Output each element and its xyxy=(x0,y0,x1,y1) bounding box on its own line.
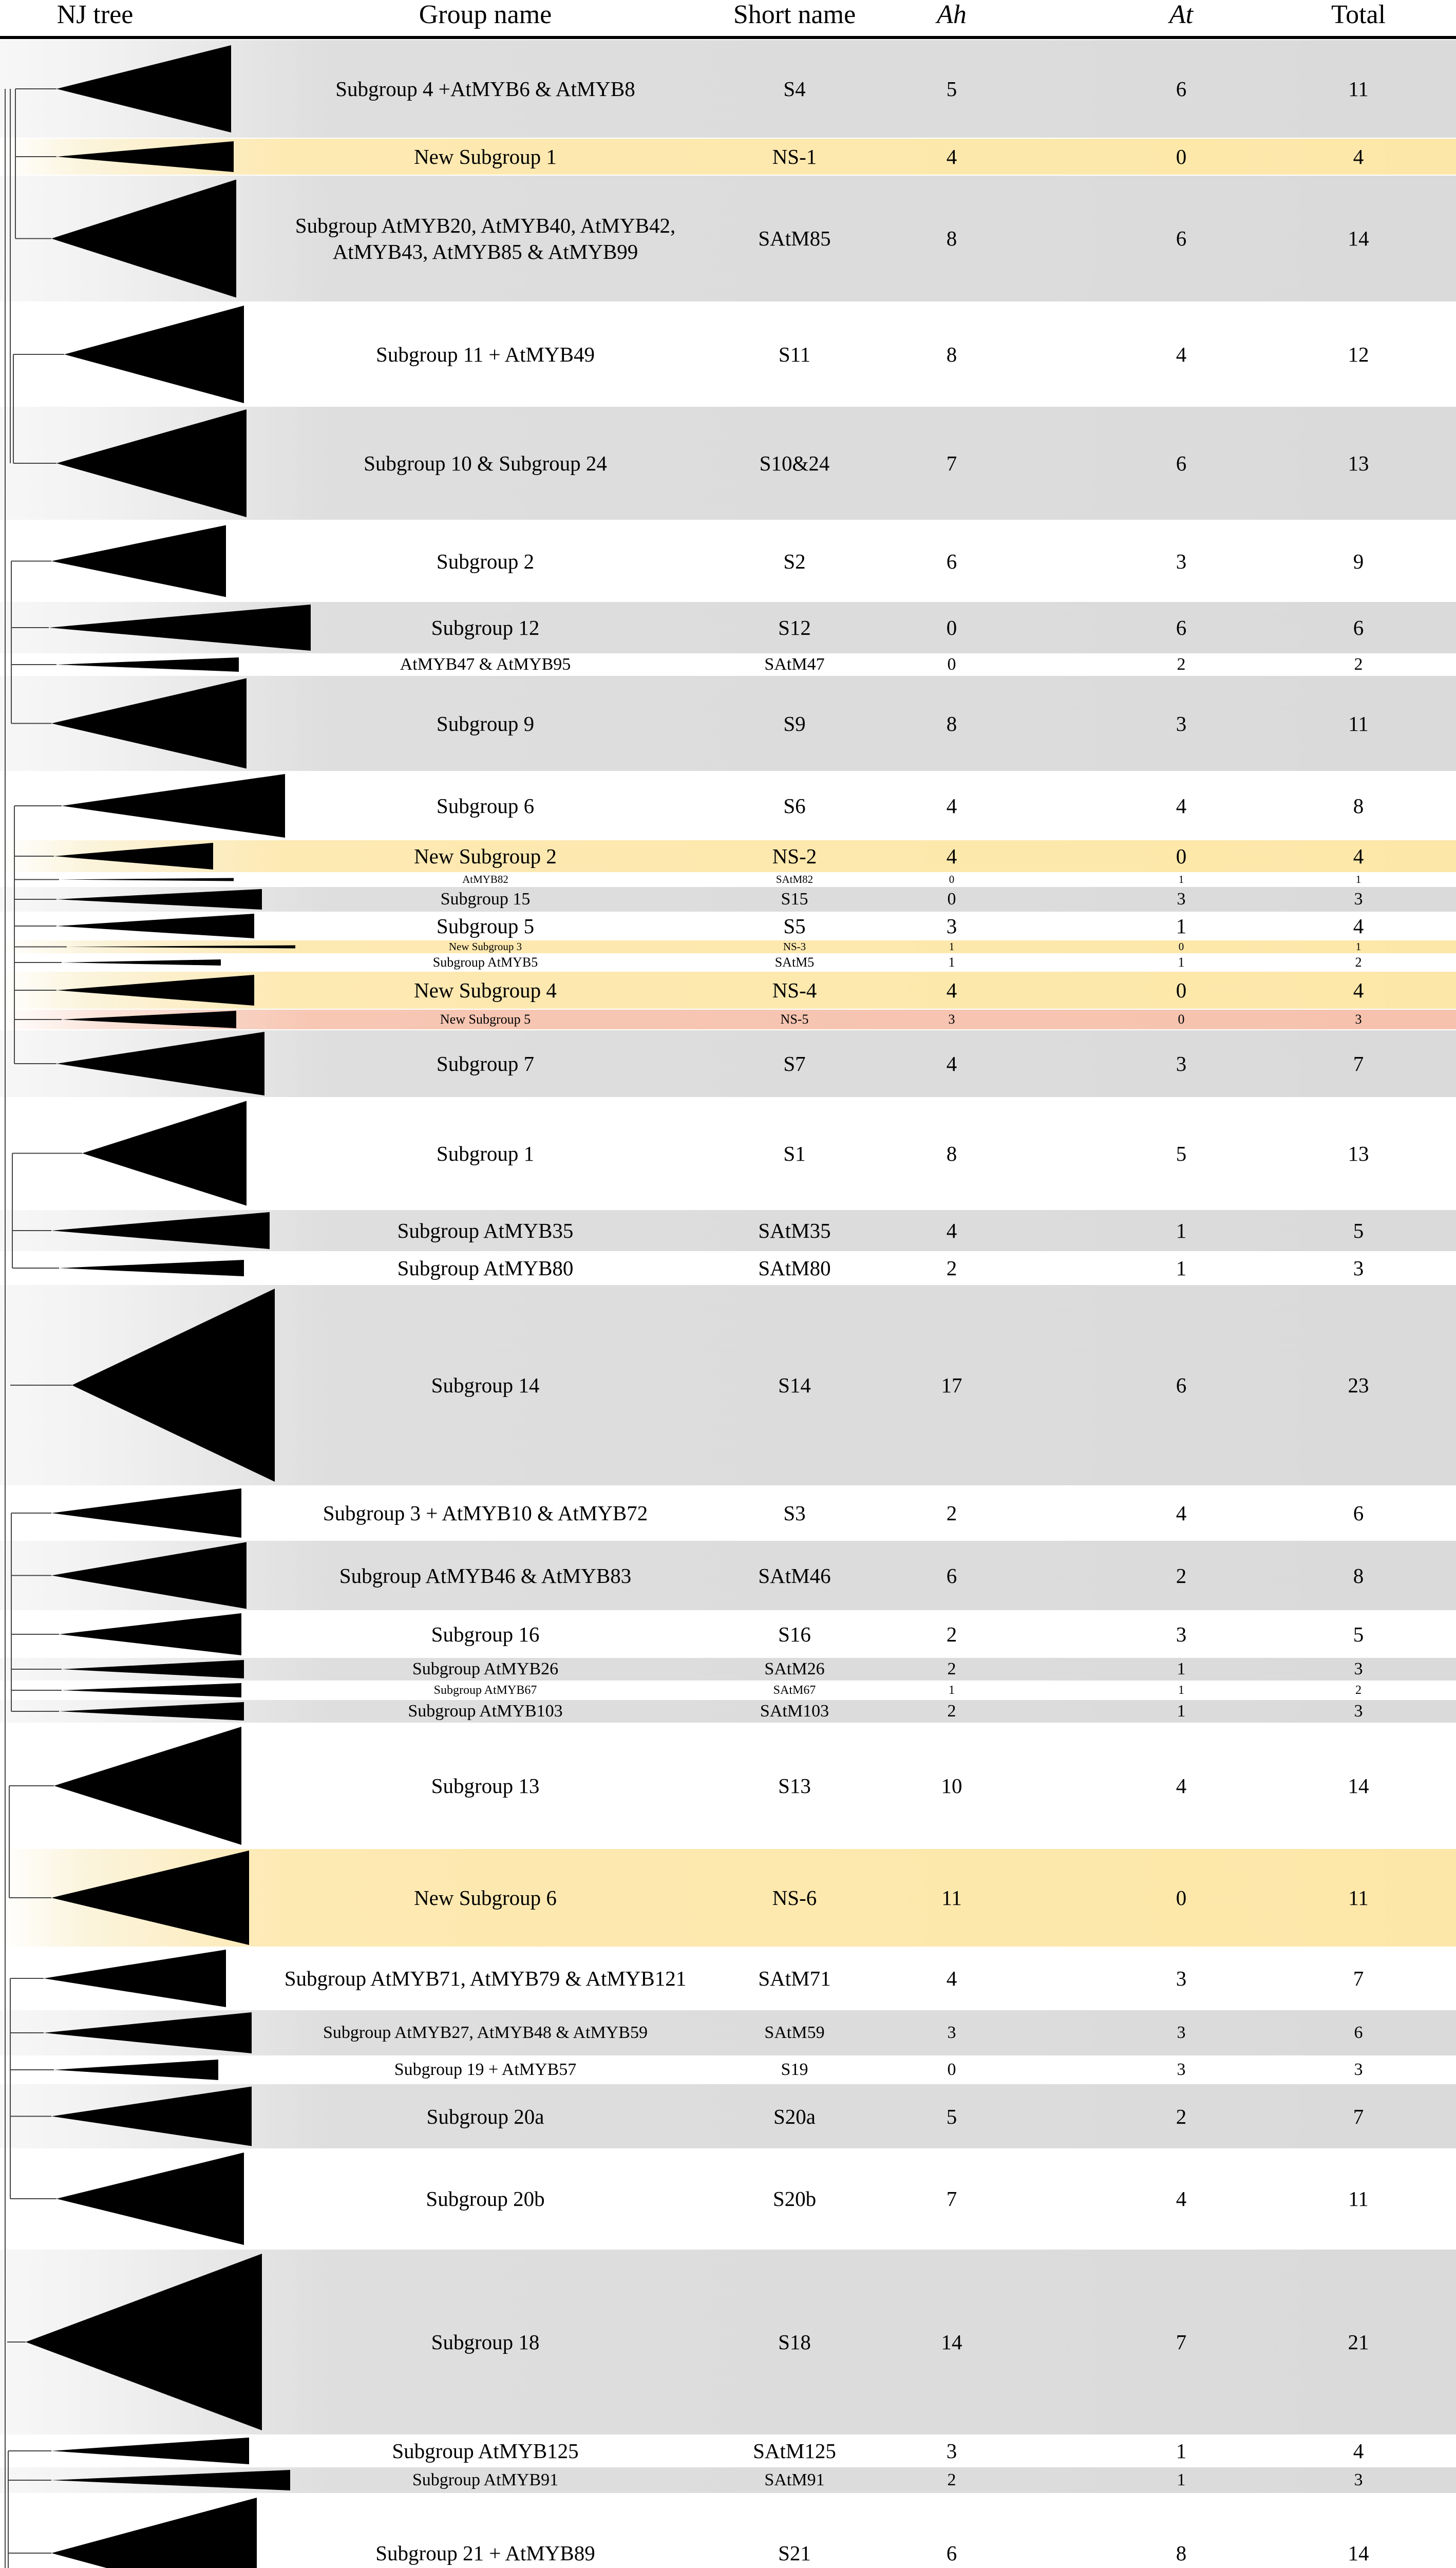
total-count-cell: 3 xyxy=(1354,1702,1363,1721)
group-name-cell: Subgroup 13 xyxy=(431,1774,540,1798)
group-name-cell: Subgroup 4 +AtMYB6 & AtMYB8 xyxy=(335,77,635,101)
at-count-cell: 6 xyxy=(1176,77,1187,101)
total-count-cell: 7 xyxy=(1353,2104,1364,2128)
total-count-cell: 11 xyxy=(1348,77,1369,101)
group-name-cell: AtMYB47 & AtMYB95 xyxy=(400,655,571,674)
ah-count-cell: 1 xyxy=(948,955,955,970)
total-count-cell: 7 xyxy=(1353,1966,1364,1990)
ah-count-cell: 2 xyxy=(946,1501,957,1525)
at-count-cell: 5 xyxy=(1176,1141,1187,1165)
group-name-cell: Subgroup 19 + AtMYB57 xyxy=(394,2060,577,2079)
short-name-cell: SAtM71 xyxy=(758,1966,831,1990)
clade-triangle xyxy=(59,1613,241,1655)
clade-triangle xyxy=(62,774,285,838)
at-count-cell: 2 xyxy=(1176,2104,1187,2128)
total-count-cell: 3 xyxy=(1354,2060,1363,2079)
at-count-cell: 1 xyxy=(1176,2439,1187,2463)
group-name-cell: Subgroup AtMYB20, AtMYB40, AtMYB42, AtMYB43, AtMYB85 & AtMYB99 xyxy=(295,214,676,263)
ah-count-cell: 4 xyxy=(946,145,957,168)
group-name-cell: New Subgroup 1 xyxy=(414,145,557,168)
at-count-cell: 4 xyxy=(1176,2187,1187,2211)
clade-triangle xyxy=(54,2060,218,2080)
total-count-cell: 11 xyxy=(1348,711,1369,735)
short-name-cell: S11 xyxy=(778,343,811,366)
short-name-cell: NS-3 xyxy=(783,940,806,953)
clade-triangle xyxy=(56,914,254,938)
clade-triangle xyxy=(51,2087,252,2146)
at-count-cell: 0 xyxy=(1176,978,1187,1002)
at-count-cell: 7 xyxy=(1176,2330,1187,2354)
at-count-cell: 1 xyxy=(1176,1219,1187,1242)
ah-count-cell: 2 xyxy=(947,1659,956,1678)
clade-triangle xyxy=(51,180,236,298)
ah-count-cell: 3 xyxy=(946,2439,957,2463)
ah-count-cell: 4 xyxy=(946,1052,957,1075)
group-name-cell: Subgroup 14 xyxy=(431,1373,540,1397)
at-count-cell: 1 xyxy=(1178,955,1185,970)
group-name-cell: Subgroup AtMYB5 xyxy=(432,955,538,970)
total-count-cell: 11 xyxy=(1348,2187,1369,2211)
group-name-cell: Subgroup AtMYB26 xyxy=(412,1659,559,1678)
ah-count-cell: 0 xyxy=(947,890,956,909)
clade-triangle xyxy=(51,525,226,597)
ah-count-cell: 3 xyxy=(948,1012,955,1027)
group-name-cell: Subgroup AtMYB71, AtMYB79 & AtMYB121 xyxy=(284,1966,687,1990)
short-name-cell: S18 xyxy=(778,2330,811,2354)
at-count-cell: 3 xyxy=(1176,1622,1187,1646)
group-name-cell: Subgroup 1 xyxy=(436,1141,535,1165)
total-count-cell: 7 xyxy=(1353,1052,1364,1075)
clade-triangle xyxy=(56,141,234,172)
short-name-cell: S10&24 xyxy=(759,451,830,475)
clade-triangle xyxy=(54,843,213,870)
group-name-cell: Subgroup 6 xyxy=(436,794,535,818)
clade-triangle xyxy=(59,878,234,881)
at-count-cell: 3 xyxy=(1177,2023,1186,2042)
clade-triangle xyxy=(49,605,311,651)
at-count-cell: 0 xyxy=(1176,145,1187,168)
total-count-cell: 4 xyxy=(1353,145,1364,168)
ah-count-cell: 0 xyxy=(947,655,956,674)
group-name-cell: Subgroup 11 + AtMYB49 xyxy=(376,343,595,366)
ah-count-cell: 2 xyxy=(946,1622,957,1646)
at-count-cell: 6 xyxy=(1176,1373,1187,1397)
at-count-cell: 4 xyxy=(1176,343,1187,366)
ah-count-cell: 1 xyxy=(949,1683,955,1697)
at-count-cell: 6 xyxy=(1176,451,1187,475)
group-name-cell: Subgroup AtMYB27, AtMYB48 & AtMYB59 xyxy=(323,2023,648,2042)
clade-triangle xyxy=(56,2152,244,2245)
header-total: Total xyxy=(1331,0,1386,29)
ah-count-cell: 4 xyxy=(946,1219,957,1242)
ah-count-cell: 0 xyxy=(947,2060,956,2079)
short-name-cell: S4 xyxy=(783,77,806,101)
group-name-cell: Subgroup 2 xyxy=(436,549,535,573)
clade-triangle xyxy=(26,2254,262,2430)
ah-count-cell: 8 xyxy=(946,343,957,366)
clade-triangle xyxy=(56,657,239,672)
clade-triangle xyxy=(56,409,247,517)
group-name-cell: Subgroup 18 xyxy=(431,2330,540,2354)
group-name-cell: Subgroup AtMYB80 xyxy=(397,1256,574,1280)
header-ah: Ah xyxy=(937,0,967,29)
table-header xyxy=(0,0,1456,37)
short-name-cell: SAtM67 xyxy=(773,1683,816,1697)
total-count-cell: 12 xyxy=(1348,343,1369,366)
clade-triangle xyxy=(51,1488,241,1538)
ah-count-cell: 10 xyxy=(941,1774,962,1798)
short-name-cell: SAtM26 xyxy=(764,1659,825,1678)
total-count-cell: 4 xyxy=(1353,844,1364,868)
group-name-cell: New Subgroup 5 xyxy=(440,1012,531,1027)
short-name-cell: SAtM47 xyxy=(764,655,825,674)
header-nj-tree: NJ tree xyxy=(56,0,134,29)
clade-triangle xyxy=(82,1101,247,1206)
at-count-cell: 3 xyxy=(1177,890,1186,909)
clade-triangle xyxy=(44,2012,252,2053)
ah-count-cell: 4 xyxy=(946,844,957,868)
short-name-cell: SAtM103 xyxy=(760,1702,829,1721)
total-count-cell: 3 xyxy=(1355,1012,1362,1027)
clade-triangle xyxy=(62,1660,244,1678)
ah-count-cell: 0 xyxy=(949,873,955,885)
ah-count-cell: 6 xyxy=(946,2541,957,2565)
total-count-cell: 1 xyxy=(1355,940,1362,953)
short-name-cell: SAtM125 xyxy=(753,2439,836,2463)
group-name-cell: New Subgroup 4 xyxy=(414,978,557,1002)
total-count-cell: 8 xyxy=(1353,794,1364,818)
group-name-cell: Subgroup 20a xyxy=(426,2104,544,2128)
total-count-cell: 4 xyxy=(1353,2439,1364,2463)
clade-triangle xyxy=(51,2470,290,2490)
short-name-cell: SAtM5 xyxy=(774,955,815,970)
ah-count-cell: 2 xyxy=(946,1256,957,1280)
ah-count-cell: 8 xyxy=(946,1141,957,1165)
header-rule xyxy=(0,36,1456,39)
at-count-cell: 3 xyxy=(1176,711,1187,735)
short-name-cell: SAtM80 xyxy=(758,1256,831,1280)
short-name-cell: SAtM82 xyxy=(776,873,814,885)
short-name-cell: S16 xyxy=(778,1622,811,1646)
at-count-cell: 8 xyxy=(1176,2541,1187,2565)
short-name-cell: S21 xyxy=(778,2541,811,2565)
total-count-cell: 2 xyxy=(1355,1683,1362,1697)
short-name-cell: SAtM35 xyxy=(758,1219,831,1242)
short-name-cell: S3 xyxy=(783,1501,806,1525)
group-name-cell: Subgroup 10 & Subgroup 24 xyxy=(364,451,607,475)
ah-count-cell: 5 xyxy=(946,77,957,101)
total-count-cell: 2 xyxy=(1354,655,1363,674)
short-name-cell: NS-2 xyxy=(772,844,817,868)
at-count-cell: 0 xyxy=(1176,1886,1187,1910)
group-name-cell: Subgroup 15 xyxy=(440,890,531,909)
short-name-cell: S14 xyxy=(778,1373,811,1397)
total-count-cell: 1 xyxy=(1355,873,1362,885)
group-name-cell: New Subgroup 2 xyxy=(414,844,557,868)
at-count-cell: 0 xyxy=(1178,1012,1185,1027)
at-count-cell: 1 xyxy=(1177,2470,1186,2489)
clade-triangle xyxy=(67,946,295,949)
at-count-cell: 2 xyxy=(1177,655,1186,674)
ah-count-cell: 2 xyxy=(947,1702,956,1721)
at-count-cell: 3 xyxy=(1176,549,1187,573)
group-name-cell: Subgroup AtMYB103 xyxy=(408,1702,563,1721)
ah-count-cell: 14 xyxy=(941,2330,962,2354)
clade-triangle xyxy=(72,1289,275,1482)
group-name-cell: Subgroup 21 + AtMYB89 xyxy=(375,2541,595,2565)
total-count-cell: 14 xyxy=(1348,2541,1369,2565)
at-count-cell: 3 xyxy=(1176,1966,1187,1990)
at-count-cell: 6 xyxy=(1176,616,1187,639)
ah-count-cell: 4 xyxy=(946,1966,957,1990)
short-name-cell: S5 xyxy=(783,914,806,938)
group-name-cell: Subgroup 7 xyxy=(436,1052,535,1075)
at-count-cell: 3 xyxy=(1176,1052,1187,1075)
short-name-cell: S6 xyxy=(783,794,806,818)
group-name-cell: Subgroup 3 + AtMYB10 & AtMYB72 xyxy=(323,1501,648,1525)
ah-count-cell: 4 xyxy=(946,978,957,1002)
ah-count-cell: 3 xyxy=(947,2023,956,2042)
short-name-cell: SAtM85 xyxy=(758,226,831,251)
ah-count-cell: 7 xyxy=(946,451,957,475)
total-count-cell: 3 xyxy=(1354,890,1363,909)
total-count-cell: 14 xyxy=(1348,1774,1369,1798)
clade-triangle xyxy=(54,1727,241,1845)
total-count-cell: 8 xyxy=(1353,1563,1364,1588)
short-name-cell: S1 xyxy=(783,1141,806,1165)
short-name-cell: S9 xyxy=(783,711,806,735)
group-name-cell: Subgroup 9 xyxy=(436,711,535,735)
ah-count-cell: 5 xyxy=(946,2104,957,2128)
total-count-cell: 3 xyxy=(1353,1256,1364,1280)
total-count-cell: 6 xyxy=(1353,1501,1364,1525)
short-name-cell: NS-4 xyxy=(772,978,817,1002)
clade-triangle xyxy=(62,1011,236,1028)
group-name-cell: New Subgroup 6 xyxy=(414,1886,557,1910)
clade-triangle xyxy=(51,1542,247,1609)
ah-count-cell: 8 xyxy=(946,226,957,251)
at-count-cell: 1 xyxy=(1177,1702,1186,1721)
group-name-cell: AtMYB82 xyxy=(462,873,508,885)
ah-count-cell: 6 xyxy=(946,549,957,573)
clade-triangle xyxy=(51,1851,249,1945)
ah-count-cell: 0 xyxy=(946,616,957,639)
group-name-cell: Subgroup 5 xyxy=(436,914,535,938)
clade-triangle xyxy=(64,306,244,403)
at-count-cell: 1 xyxy=(1177,1659,1186,1678)
clade-triangle xyxy=(59,1260,244,1276)
short-name-cell: SAtM46 xyxy=(758,1563,831,1588)
short-name-cell: NS-1 xyxy=(772,145,817,168)
short-name-cell: S19 xyxy=(781,2060,808,2079)
total-count-cell: 6 xyxy=(1354,2023,1363,2042)
ah-count-cell: 3 xyxy=(946,914,957,938)
ah-count-cell: 6 xyxy=(946,1563,957,1588)
ah-count-cell: 11 xyxy=(941,1886,962,1910)
group-name-cell: Subgroup 16 xyxy=(431,1622,540,1646)
clade-triangle xyxy=(62,959,221,966)
short-name-cell: S20a xyxy=(773,2104,816,2128)
group-name-cell: Subgroup AtMYB125 xyxy=(392,2439,579,2463)
at-count-cell: 1 xyxy=(1176,1256,1187,1280)
total-count-cell: 6 xyxy=(1353,616,1364,639)
group-name-cell: Subgroup AtMYB91 xyxy=(412,2470,559,2489)
clade-triangle xyxy=(56,45,231,133)
short-name-cell: NS-5 xyxy=(780,1012,809,1027)
short-name-cell: S12 xyxy=(778,616,811,639)
total-count-cell: 13 xyxy=(1348,451,1369,475)
total-count-cell: 14 xyxy=(1348,226,1369,251)
at-count-cell: 1 xyxy=(1176,914,1187,938)
clade-triangle xyxy=(59,1702,244,1721)
clade-triangle xyxy=(56,889,262,910)
total-count-cell: 13 xyxy=(1348,1141,1369,1165)
clade-triangle xyxy=(51,678,247,769)
at-count-cell: 0 xyxy=(1178,940,1184,953)
short-name-cell: S20b xyxy=(772,2187,817,2211)
group-name-cell: Subgroup AtMYB46 & AtMYB83 xyxy=(339,1563,632,1588)
short-name-cell: S15 xyxy=(781,890,808,909)
clade-triangle xyxy=(51,1212,270,1249)
clade-triangle xyxy=(51,2498,257,2568)
total-count-cell: 4 xyxy=(1353,978,1364,1002)
group-name-cell: Subgroup AtMYB35 xyxy=(397,1219,574,1242)
total-count-cell: 23 xyxy=(1348,1373,1369,1397)
total-count-cell: 5 xyxy=(1353,1622,1364,1646)
short-name-cell: SAtM59 xyxy=(764,2023,825,2042)
short-name-cell: SAtM91 xyxy=(764,2470,825,2489)
ah-count-cell: 2 xyxy=(947,2470,956,2489)
at-count-cell: 1 xyxy=(1178,1683,1184,1697)
at-count-cell: 2 xyxy=(1176,1563,1187,1588)
short-name-cell: S2 xyxy=(783,549,806,573)
clade-triangle xyxy=(56,975,254,1006)
ah-count-cell: 17 xyxy=(941,1373,962,1397)
at-count-cell: 4 xyxy=(1176,794,1187,818)
at-count-cell: 6 xyxy=(1176,226,1187,251)
group-name-cell: New Subgroup 3 xyxy=(448,940,522,953)
total-count-cell: 11 xyxy=(1348,1886,1369,1910)
at-count-cell: 4 xyxy=(1176,1501,1187,1525)
ah-count-cell: 8 xyxy=(946,711,957,735)
at-count-cell: 4 xyxy=(1176,1774,1187,1798)
at-count-cell: 3 xyxy=(1177,2060,1186,2079)
short-name-cell: NS-6 xyxy=(772,1886,817,1910)
short-name-cell: S13 xyxy=(778,1774,811,1798)
header-short-name: Short name xyxy=(733,0,856,29)
group-name-cell: Subgroup AtMYB67 xyxy=(433,1683,537,1697)
at-count-cell: 1 xyxy=(1178,873,1184,885)
ah-count-cell: 1 xyxy=(949,940,955,953)
clade-triangle xyxy=(51,2438,249,2464)
total-count-cell: 2 xyxy=(1355,955,1362,970)
header-at: At xyxy=(1169,0,1194,29)
at-count-cell: 0 xyxy=(1176,844,1187,868)
clade-triangle xyxy=(56,1032,264,1096)
group-name-cell: Subgroup 12 xyxy=(431,616,540,639)
total-count-cell: 5 xyxy=(1353,1219,1364,1242)
total-count-cell: 3 xyxy=(1354,1659,1363,1678)
total-count-cell: 4 xyxy=(1353,914,1364,938)
total-count-cell: 9 xyxy=(1353,549,1364,573)
short-name-cell: S7 xyxy=(783,1052,806,1075)
total-count-cell: 3 xyxy=(1354,2470,1363,2489)
nj-tree xyxy=(0,0,318,2568)
header-group-name: Group name xyxy=(419,0,552,29)
ah-count-cell: 4 xyxy=(946,794,957,818)
clade-triangle xyxy=(62,1683,241,1697)
ah-count-cell: 7 xyxy=(946,2187,957,2211)
group-name-cell: Subgroup 20b xyxy=(426,2187,545,2211)
clade-triangle xyxy=(44,1950,226,2007)
total-count-cell: 21 xyxy=(1348,2330,1369,2354)
